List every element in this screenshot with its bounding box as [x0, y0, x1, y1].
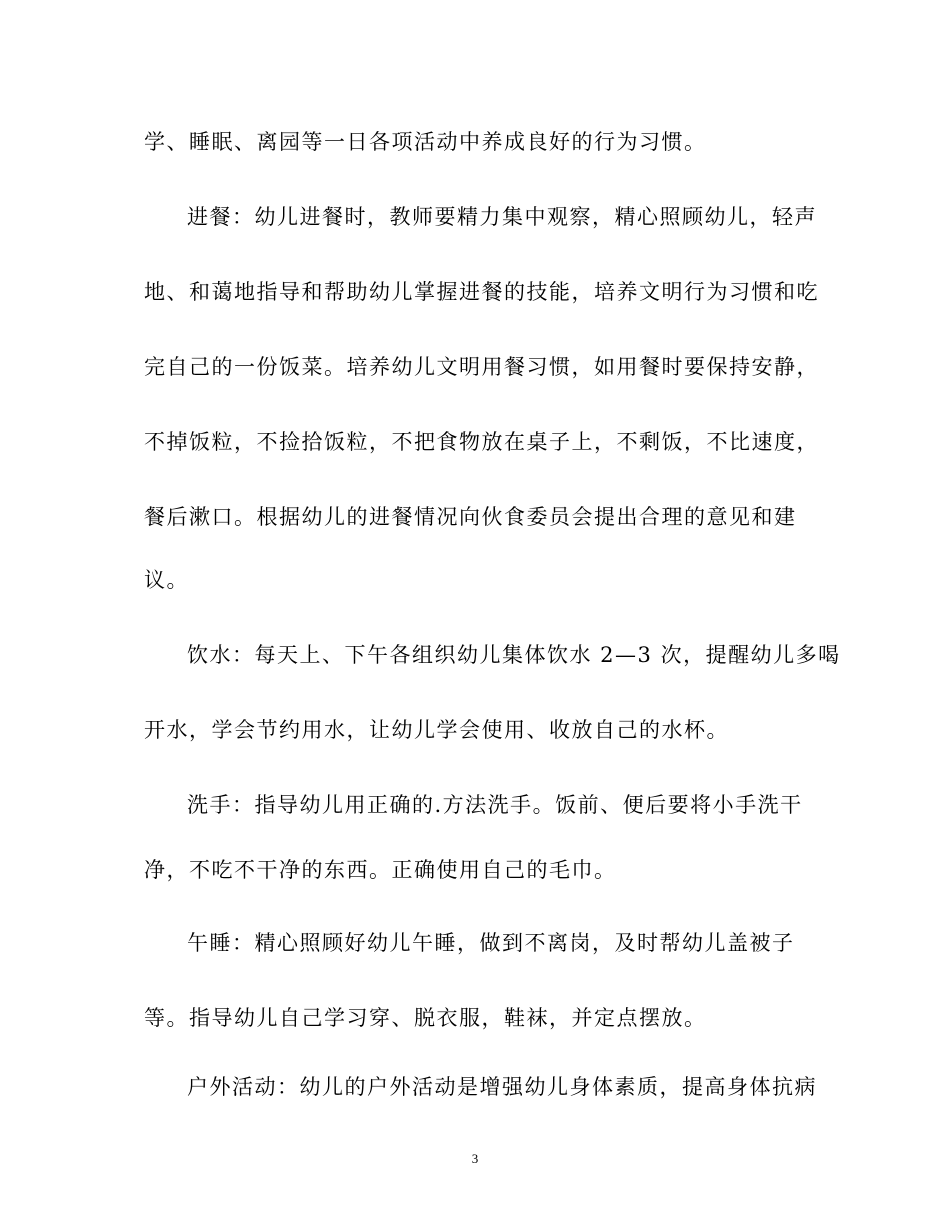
text-line: 完自己的一份饭菜。培养幼儿文明用餐习惯，如用餐时要保持安静，	[144, 355, 819, 379]
page-number: 3	[471, 1151, 479, 1166]
text-line: 议。	[144, 568, 189, 592]
text-line: 进餐：幼儿进餐时，教师要精力集中观察，精心照顾幼儿，轻声	[187, 205, 817, 229]
text-line: 学、睡眠、离园等一日各项活动中养成良好的行为习惯。	[144, 130, 707, 154]
text-line: 午睡：精心照顾好幼儿午睡，做到不离岗，及时帮幼儿盖被子	[187, 931, 795, 955]
text-line: 洗手：指导幼儿用正确的.方法洗手。饭前、便后要将小手洗干	[187, 793, 803, 817]
text-line: 户外活动：幼儿的户外活动是增强幼儿身体素质，提高身体抗病	[187, 1075, 817, 1099]
text-line: 餐后漱口。根据幼儿的进餐情况向伙食委员会提出合理的意见和建	[144, 505, 797, 529]
text-line: 饮水：每天上、下午各组织幼儿集体饮水 2—3 次，提醒幼儿多喝	[187, 643, 841, 667]
text-line: 等。指导幼儿自己学习穿、脱衣服，鞋袜，并定点摆放。	[144, 1006, 707, 1030]
text-line: 净，不吃不干净的东西。正确使用自己的毛巾。	[144, 858, 617, 882]
text-line: 地、和蔼地指导和帮助幼儿掌握进餐的技能，培养文明行为习惯和吃	[144, 280, 819, 304]
text-line: 开水，学会节约用水，让幼儿学会使用、收放自己的水杯。	[144, 718, 729, 742]
text-line: 不掉饭粒，不捡拾饭粒，不把食物放在桌子上，不剩饭，不比速度，	[144, 430, 819, 454]
